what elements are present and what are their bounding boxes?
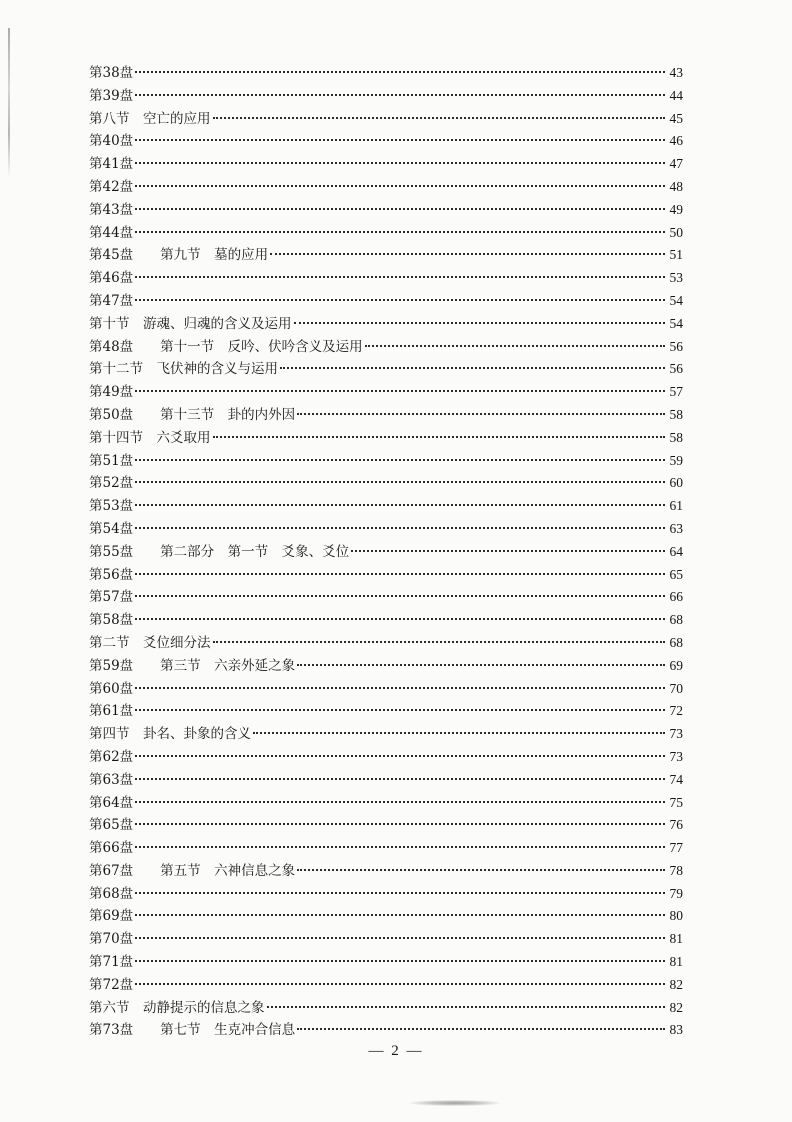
dot-leader bbox=[135, 276, 665, 278]
toc-entry-page: 75 bbox=[669, 794, 683, 810]
page-number: — 2 — bbox=[368, 1043, 424, 1059]
toc-entry-title: 第72盘 bbox=[89, 976, 134, 993]
dot-leader bbox=[135, 801, 665, 803]
dot-leader bbox=[213, 436, 666, 438]
toc-entry-page: 58 bbox=[669, 429, 683, 445]
dot-leader bbox=[135, 481, 665, 483]
toc-entry bbox=[89, 609, 683, 632]
toc-entry-title: 第十二节 飞伏神的含义与运用 bbox=[89, 361, 278, 378]
toc-entry-title: 第59盘 第三节 六亲外延之象 bbox=[89, 657, 296, 674]
dot-leader bbox=[135, 823, 665, 825]
toc-entry-title: 第八节 空亡的应用 bbox=[89, 110, 211, 127]
toc-entry-title: 第43盘 bbox=[89, 201, 134, 218]
toc-entry bbox=[89, 336, 683, 359]
toc-entry-title: 第68盘 bbox=[89, 885, 134, 902]
toc-entry-page: 49 bbox=[669, 201, 683, 217]
scan-smudge bbox=[410, 1100, 500, 1106]
toc-entry-page: 81 bbox=[669, 931, 683, 947]
toc-entry bbox=[89, 564, 683, 587]
table-of-contents bbox=[89, 62, 683, 1042]
toc-entry-title: 第62盘 bbox=[89, 748, 134, 765]
toc-entry bbox=[89, 222, 683, 245]
toc-entry-page: 68 bbox=[669, 612, 683, 628]
toc-entry-page: 63 bbox=[669, 520, 683, 536]
toc-entry-page: 56 bbox=[669, 361, 683, 377]
toc-entry bbox=[89, 495, 683, 518]
toc-entry-page: 70 bbox=[669, 680, 683, 696]
dot-leader bbox=[135, 846, 665, 848]
dot-leader bbox=[135, 983, 665, 985]
toc-entry-page: 46 bbox=[669, 133, 683, 149]
toc-entry bbox=[89, 769, 683, 792]
toc-entry-title: 第69盘 bbox=[89, 908, 134, 925]
toc-entry-page: 76 bbox=[669, 817, 683, 833]
scan-margin-mark bbox=[8, 28, 10, 178]
toc-entry-title: 第四节 卦名、卦象的含义 bbox=[89, 726, 251, 743]
dot-leader bbox=[135, 914, 665, 916]
dot-leader bbox=[253, 732, 665, 734]
toc-entry-page: 60 bbox=[669, 475, 683, 491]
toc-entry-title: 第42盘 bbox=[89, 178, 134, 195]
toc-entry-page: 82 bbox=[669, 976, 683, 992]
toc-entry bbox=[89, 472, 683, 495]
toc-entry bbox=[89, 928, 683, 951]
toc-entry-title: 第65盘 bbox=[89, 817, 134, 834]
toc-entry bbox=[89, 267, 683, 290]
toc-entry-page: 73 bbox=[669, 726, 683, 742]
toc-entry-title: 第63盘 bbox=[89, 771, 134, 788]
toc-entry-title: 第49盘 bbox=[89, 384, 134, 401]
toc-entry-title: 第64盘 bbox=[89, 794, 134, 811]
toc-entry bbox=[89, 153, 683, 176]
toc-entry-title: 第55盘 第二部分 第一节 爻象、爻位 bbox=[89, 543, 350, 560]
toc-entry bbox=[89, 997, 683, 1020]
toc-entry-title: 第39盘 bbox=[89, 87, 134, 104]
dot-leader bbox=[135, 390, 665, 392]
toc-entry-title: 第57盘 bbox=[89, 589, 134, 606]
toc-entry-page: 81 bbox=[669, 954, 683, 970]
toc-entry-page: 54 bbox=[669, 292, 683, 308]
dot-leader bbox=[213, 117, 666, 119]
toc-entry-title: 第61盘 bbox=[89, 703, 134, 720]
dot-leader bbox=[135, 960, 665, 962]
toc-entry-title: 第60盘 bbox=[89, 680, 134, 697]
toc-entry bbox=[89, 632, 683, 655]
toc-entry-page: 44 bbox=[669, 87, 683, 103]
dot-leader bbox=[135, 618, 665, 620]
toc-entry-page: 79 bbox=[669, 885, 683, 901]
toc-entry-page: 53 bbox=[669, 270, 683, 286]
toc-entry bbox=[89, 199, 683, 222]
toc-entry-page: 45 bbox=[669, 110, 683, 126]
toc-entry-title: 第44盘 bbox=[89, 224, 134, 241]
dot-leader bbox=[351, 550, 665, 552]
toc-entry-page: 82 bbox=[669, 999, 683, 1015]
toc-entry bbox=[89, 450, 683, 473]
toc-entry-page: 83 bbox=[669, 1022, 683, 1038]
toc-entry-title: 第二节 爻位细分法 bbox=[89, 634, 211, 651]
dot-leader bbox=[135, 299, 665, 301]
dot-leader bbox=[135, 573, 665, 575]
dot-leader bbox=[135, 937, 665, 939]
toc-entry bbox=[89, 814, 683, 837]
dot-leader bbox=[135, 755, 665, 757]
toc-entry-title: 第48盘 第十一节 反吟、伏吟含义及运用 bbox=[89, 338, 363, 355]
toc-entry-page: 59 bbox=[669, 452, 683, 468]
toc-entry bbox=[89, 746, 683, 769]
toc-entry-title: 第53盘 bbox=[89, 498, 134, 515]
toc-entry-title: 第45盘 第九节 墓的应用 bbox=[89, 247, 269, 264]
toc-entry-title: 第73盘 第七节 生克冲合信息 bbox=[89, 1022, 296, 1039]
toc-entry-page: 47 bbox=[669, 156, 683, 172]
toc-entry bbox=[89, 905, 683, 928]
dot-leader bbox=[213, 641, 666, 643]
toc-entry-title: 第41盘 bbox=[89, 156, 134, 173]
dot-leader bbox=[270, 253, 665, 255]
toc-entry-page: 54 bbox=[669, 315, 683, 331]
toc-entry-page: 80 bbox=[669, 908, 683, 924]
toc-entry bbox=[89, 883, 683, 906]
toc-entry-title: 第52盘 bbox=[89, 475, 134, 492]
toc-entry bbox=[89, 290, 683, 313]
toc-entry bbox=[89, 518, 683, 541]
toc-entry-page: 57 bbox=[669, 384, 683, 400]
dot-leader bbox=[297, 664, 665, 666]
toc-entry bbox=[89, 655, 683, 678]
toc-entry-title: 第54盘 bbox=[89, 520, 134, 537]
toc-entry bbox=[89, 130, 683, 153]
toc-entry bbox=[89, 678, 683, 701]
toc-entry-title: 第58盘 bbox=[89, 612, 134, 629]
dot-leader bbox=[297, 869, 665, 871]
toc-entry bbox=[89, 313, 683, 336]
toc-entry-title: 第51盘 bbox=[89, 452, 134, 469]
toc-entry-title: 第56盘 bbox=[89, 566, 134, 583]
toc-entry bbox=[89, 792, 683, 815]
toc-entry-page: 74 bbox=[669, 771, 683, 787]
toc-entry-page: 48 bbox=[669, 178, 683, 194]
dot-leader bbox=[135, 595, 665, 597]
toc-entry-page: 56 bbox=[669, 338, 683, 354]
dot-leader bbox=[135, 709, 665, 711]
toc-entry bbox=[89, 1019, 683, 1042]
toc-entry bbox=[89, 427, 683, 450]
toc-entry-page: 69 bbox=[669, 657, 683, 673]
dot-leader bbox=[365, 345, 665, 347]
toc-entry-title: 第六节 动静提示的信息之象 bbox=[89, 999, 265, 1016]
toc-entry-page: 64 bbox=[669, 543, 683, 559]
dot-leader bbox=[297, 413, 665, 415]
toc-entry-page: 58 bbox=[669, 406, 683, 422]
toc-entry bbox=[89, 837, 683, 860]
dot-leader bbox=[135, 231, 665, 233]
toc-entry-page: 77 bbox=[669, 840, 683, 856]
toc-entry-title: 第70盘 bbox=[89, 931, 134, 948]
toc-entry-title: 第66盘 bbox=[89, 840, 134, 857]
toc-entry-title: 第46盘 bbox=[89, 270, 134, 287]
toc-entry-page: 68 bbox=[669, 634, 683, 650]
dot-leader bbox=[135, 504, 665, 506]
toc-entry bbox=[89, 951, 683, 974]
dot-leader bbox=[294, 322, 666, 324]
toc-entry-title: 第47盘 bbox=[89, 292, 134, 309]
toc-entry-page: 61 bbox=[669, 498, 683, 514]
toc-entry-page: 65 bbox=[669, 566, 683, 582]
dot-leader bbox=[135, 71, 665, 73]
dot-leader bbox=[135, 778, 665, 780]
dot-leader bbox=[135, 527, 665, 529]
toc-entry-title: 第40盘 bbox=[89, 133, 134, 150]
dot-leader bbox=[267, 1006, 666, 1008]
toc-entry bbox=[89, 108, 683, 131]
dot-leader bbox=[135, 687, 665, 689]
toc-entry bbox=[89, 723, 683, 746]
toc-entry bbox=[89, 860, 683, 883]
toc-entry bbox=[89, 541, 683, 564]
dot-leader bbox=[135, 208, 665, 210]
dot-leader bbox=[280, 367, 665, 369]
toc-entry-page: 66 bbox=[669, 589, 683, 605]
dot-leader bbox=[135, 94, 665, 96]
toc-entry bbox=[89, 404, 683, 427]
dot-leader bbox=[135, 892, 665, 894]
toc-entry bbox=[89, 85, 683, 108]
dot-leader bbox=[135, 139, 665, 141]
toc-entry bbox=[89, 700, 683, 723]
toc-entry bbox=[89, 586, 683, 609]
toc-entry-title: 第50盘 第十三节 卦的内外因 bbox=[89, 406, 296, 423]
toc-entry bbox=[89, 381, 683, 404]
dot-leader bbox=[135, 459, 665, 461]
toc-entry-title: 第十四节 六爻取用 bbox=[89, 429, 211, 446]
dot-leader bbox=[135, 162, 665, 164]
dot-leader bbox=[297, 1028, 665, 1030]
toc-entry-page: 51 bbox=[669, 247, 683, 263]
toc-entry bbox=[89, 244, 683, 267]
toc-entry bbox=[89, 358, 683, 381]
toc-entry-page: 43 bbox=[669, 65, 683, 80]
toc-entry-page: 50 bbox=[669, 224, 683, 240]
toc-entry-page: 78 bbox=[669, 862, 683, 878]
toc-entry-title: 第十节 游魂、归魂的含义及运用 bbox=[89, 315, 292, 332]
toc-entry-title: 第38盘 bbox=[89, 65, 134, 81]
toc-entry bbox=[89, 974, 683, 997]
toc-entry-page: 72 bbox=[669, 703, 683, 719]
dot-leader bbox=[135, 185, 665, 187]
toc-entry-title: 第71盘 bbox=[89, 954, 134, 971]
toc-entry bbox=[89, 176, 683, 199]
toc-entry bbox=[89, 62, 683, 85]
toc-entry-page: 73 bbox=[669, 748, 683, 764]
toc-entry-title: 第67盘 第五节 六神信息之象 bbox=[89, 862, 296, 879]
